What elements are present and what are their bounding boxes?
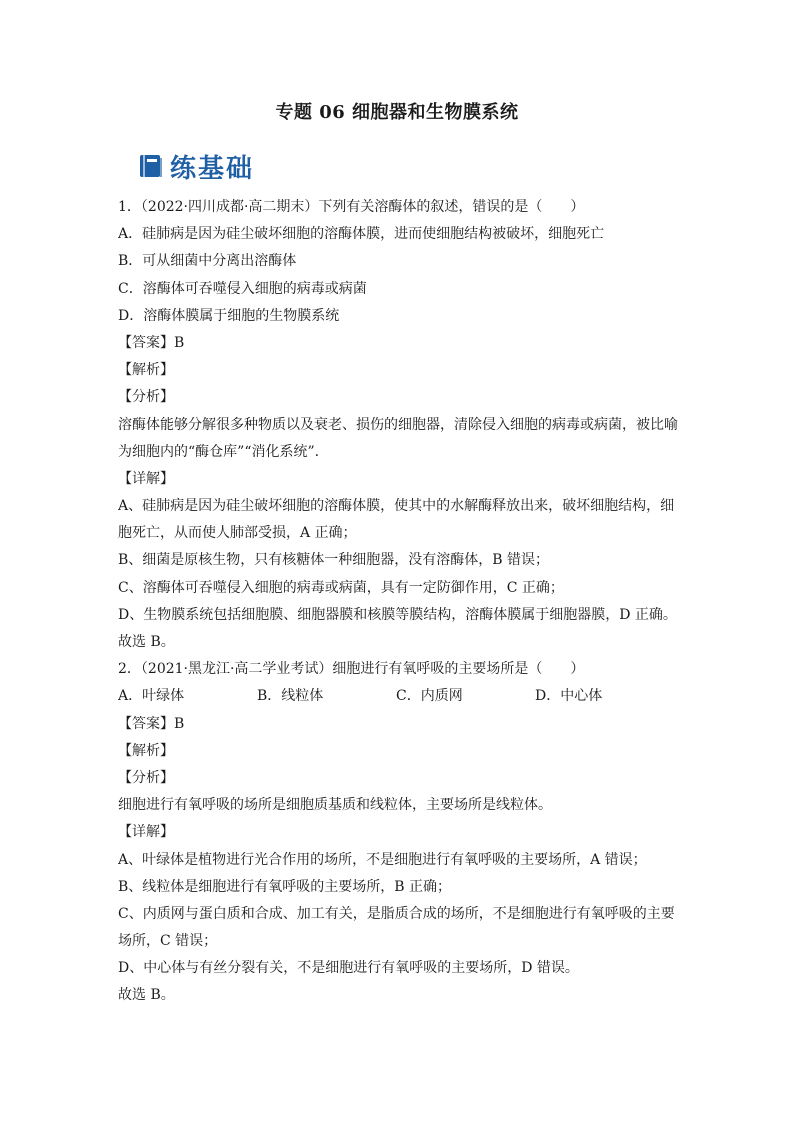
question-1-analysis-line: 溶酶体能够分解很多种物质以及衰老、损伤的细胞器，清除侵入细胞的病毒或病菌，被比喻	[118, 416, 678, 433]
question-1-analysis-line: 为细胞内的“酶仓库”“消化系统”.	[118, 443, 320, 460]
book-icon	[138, 153, 164, 179]
question-2-answer: 【答案】B	[118, 715, 185, 732]
question-1-conclusion: 故选 B。	[118, 634, 175, 650]
question-2-fenxi-heading: 【分析】	[118, 769, 174, 786]
question-2-stem: 2．（2021·黑龙江·高二学业考试）细胞进行有氧呼吸的主要场所是（ ）	[118, 661, 585, 678]
question-2-detail-line: C、内质网与蛋白质和合成、加工有关，是脂质合成的场所，不是细胞进行有氧呼吸的主要	[118, 905, 675, 922]
question-2-analysis-line: 细胞进行有氧呼吸的场所是细胞质基质和线粒体，主要场所是线粒体。	[118, 797, 552, 814]
question-2-detail-line: B、线粒体是细胞进行有氧呼吸的主要场所，B 正确；	[118, 878, 452, 895]
question-1-detail-line: 胞死亡，从而使人肺部受损，A 正确；	[118, 525, 357, 542]
page-title: 专题 06 细胞器和生物膜系统	[275, 102, 519, 123]
question-2-options	[118, 683, 680, 710]
question-1-option-d: D．溶酶体膜属于细胞的生物膜系统	[118, 307, 340, 324]
question-2-detail-line: 场所，C 错误；	[118, 933, 218, 950]
question-2-option-b: B．线粒体	[257, 688, 324, 705]
question-1-xiangjie-heading: 【详解】	[118, 470, 174, 487]
question-1-stem: 1．（2022·四川成都·高二期末）下列有关溶酶体的叙述，错误的是（ ）	[118, 199, 585, 215]
question-1-jiexi-heading: 【解析】	[118, 362, 174, 379]
question-1-detail-line: D、生物膜系统包括细胞膜、细胞器膜和核膜等膜结构，溶酶体膜属于细胞器膜，D 正确。	[118, 606, 677, 623]
question-1-fenxi-heading: 【分析】	[118, 389, 174, 406]
section-banner	[138, 148, 254, 184]
question-1-detail-line: C、溶酶体可吞噬侵入细胞的病毒或病菌，具有一定防御作用，C 正确；	[118, 579, 564, 596]
question-2-option-c: C．内质网	[396, 688, 463, 705]
question-list	[118, 194, 680, 1010]
question-2-detail-line: D、中心体与有丝分裂有关，不是细胞进行有氧呼吸的主要场所，D 错误。	[118, 960, 579, 977]
question-1-option-a: A．硅肺病是因为硅尘破坏细胞的溶酶体膜，进而使细胞结构被破坏，细胞死亡	[118, 226, 605, 243]
question-2-jiexi-heading: 【解析】	[118, 742, 174, 759]
question-2-option-a: A．叶绿体	[118, 688, 185, 705]
question-2-option-d: D．中心体	[535, 688, 603, 705]
question-1-detail-line: B、细菌是原核生物，只有核糖体一种细胞器，没有溶酶体，B 错误；	[118, 552, 550, 569]
question-1-option-b: B．可从细菌中分离出溶酶体	[118, 253, 297, 270]
question-1-option-c: C．溶酶体可吞噬侵入细胞的病毒或病菌	[118, 280, 367, 297]
question-2-detail-line: A、叶绿体是植物进行光合作用的场所，不是细胞进行有氧呼吸的主要场所，A 错误；	[118, 851, 647, 868]
question-2-xiangjie-heading: 【详解】	[118, 824, 174, 841]
banner-title: 练基础	[170, 153, 255, 184]
question-1-answer: 【答案】B	[118, 334, 185, 351]
question-2-conclusion: 故选 B。	[118, 987, 175, 1004]
question-1-detail-line: A、硅肺病是因为硅尘破坏细胞的溶酶体膜，使其中的水解酶释放出来，破坏细胞结构，细	[118, 498, 675, 515]
